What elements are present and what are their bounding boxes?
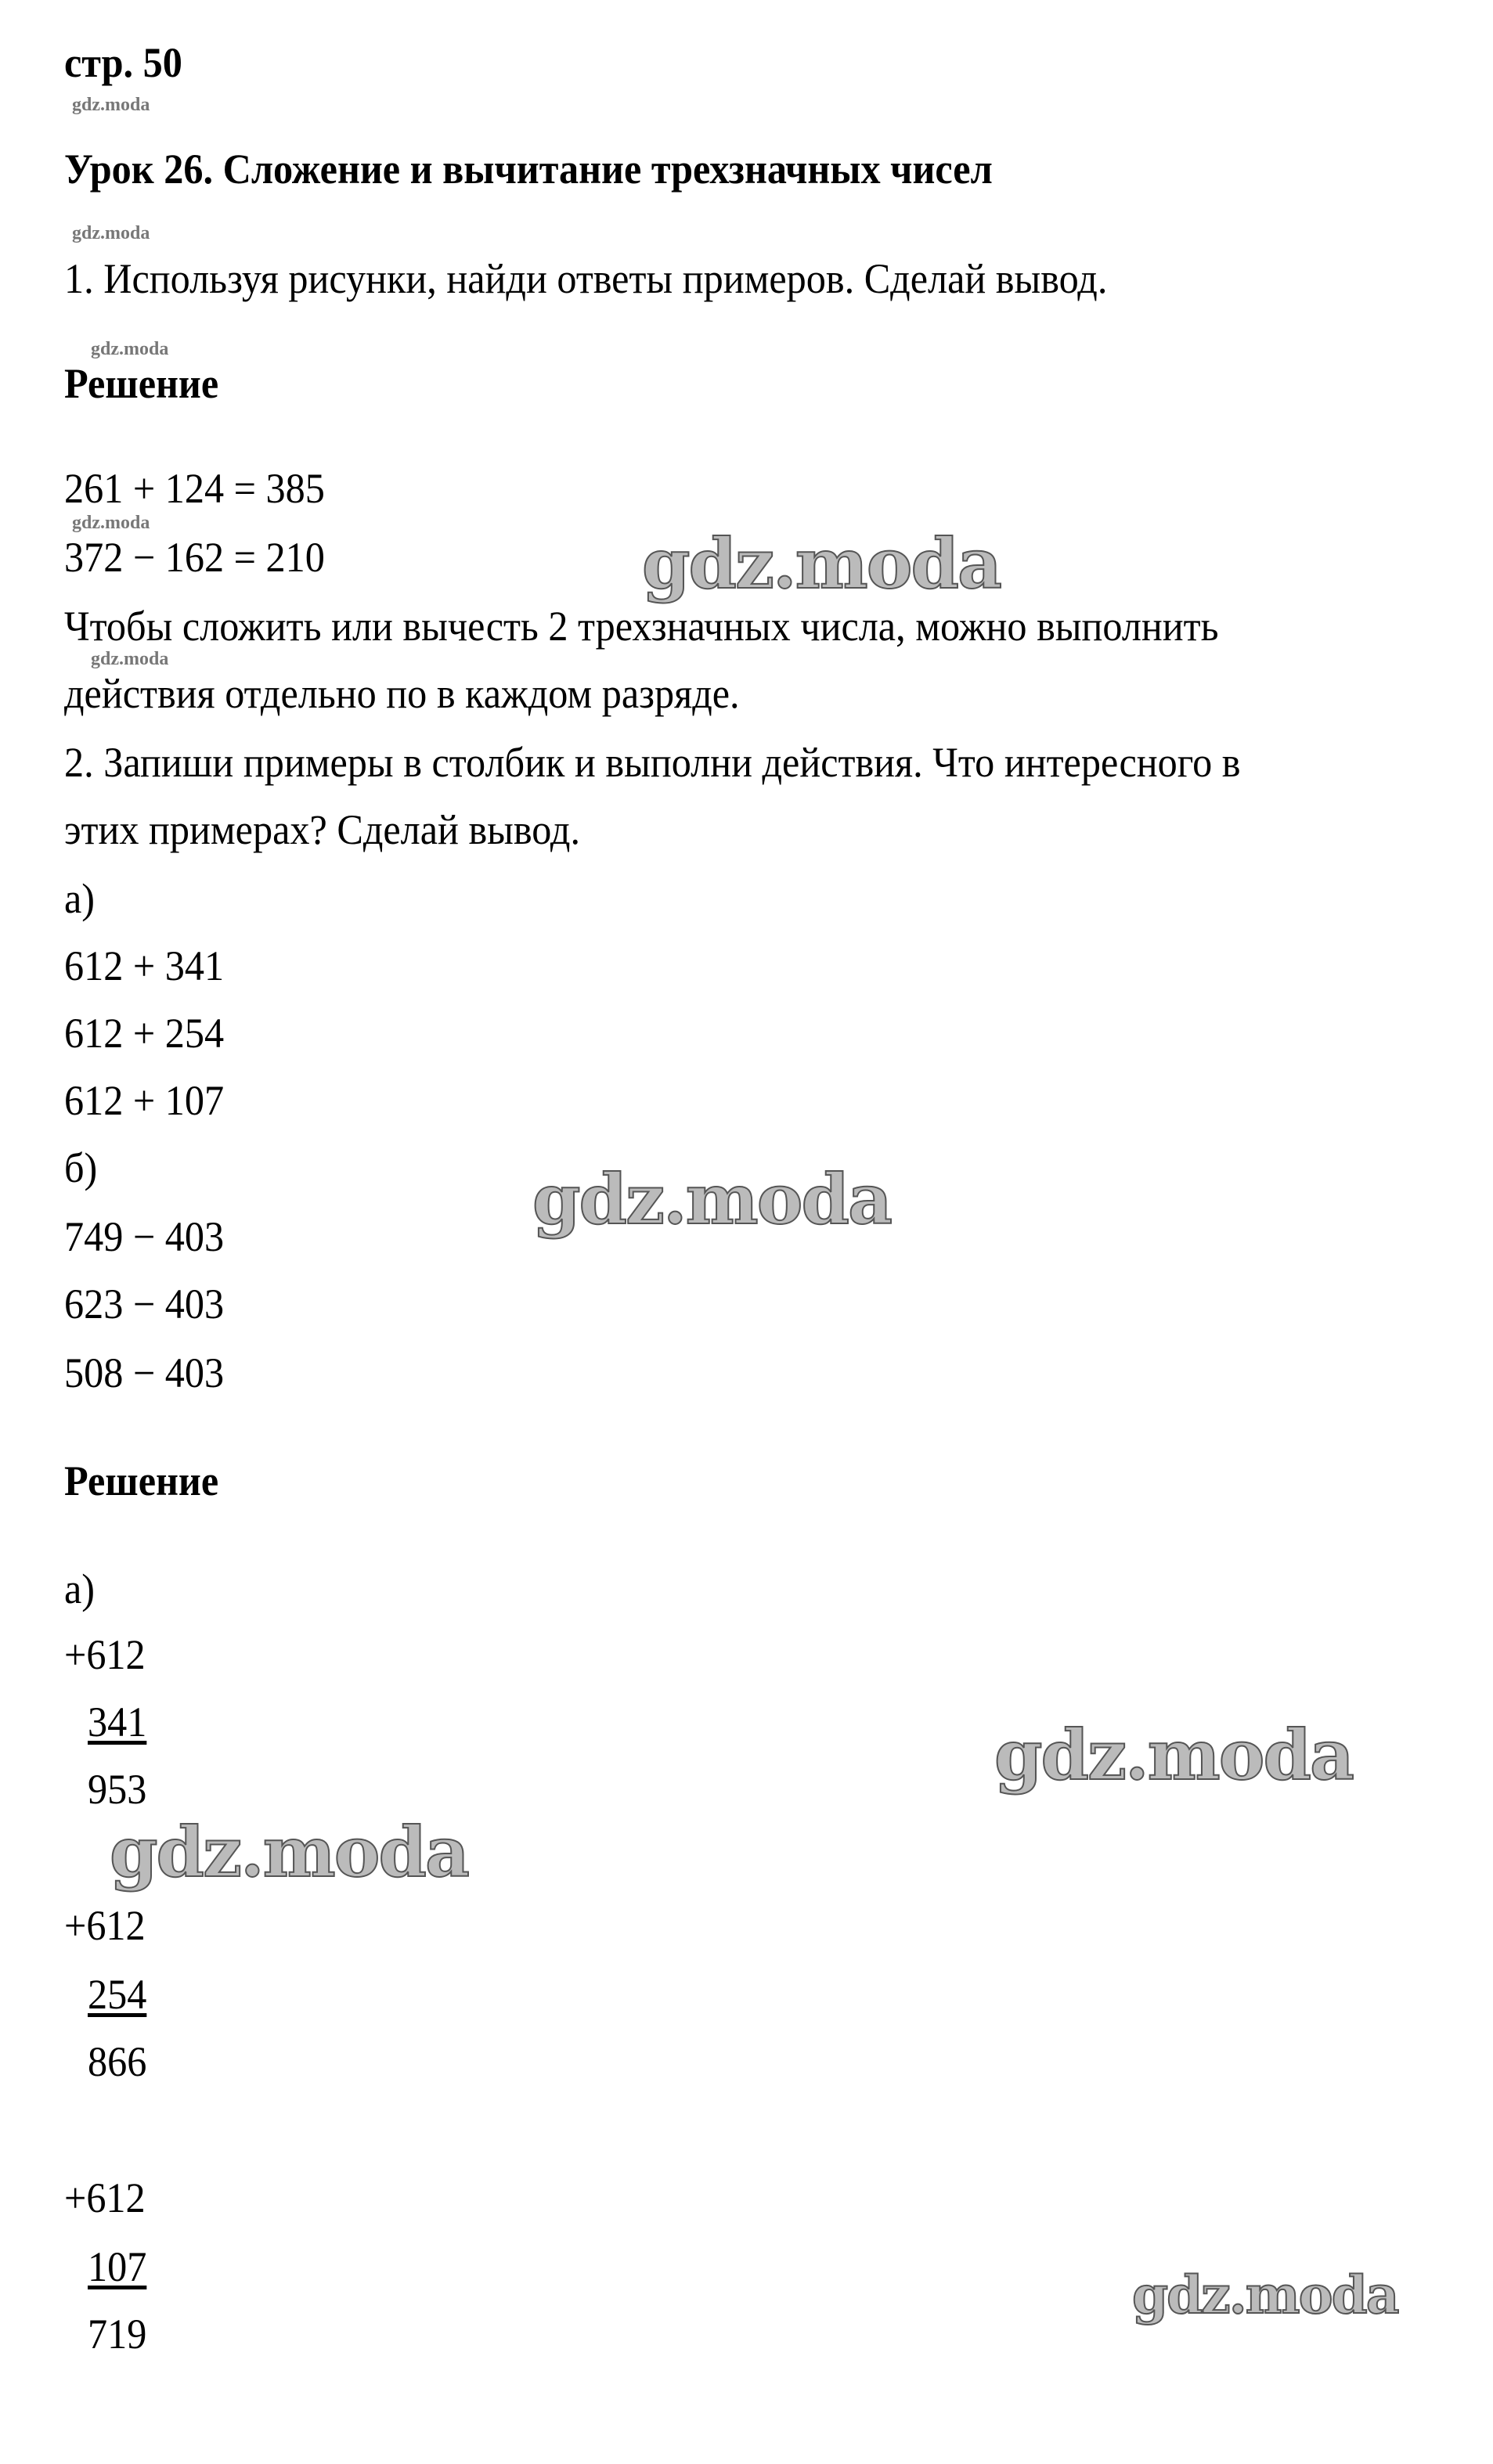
watermark-small: gdz.moda — [72, 95, 150, 115]
equation: 261 + 124 = 385 — [64, 465, 325, 512]
equation: 372 − 162 = 210 — [64, 534, 325, 581]
column-result: 953 — [88, 1766, 147, 1813]
part-label: б) — [64, 1144, 98, 1191]
solution-heading: Решение — [64, 360, 219, 407]
watermark-small: gdz.moda — [91, 339, 169, 359]
watermark: gdz.moda — [642, 523, 1001, 604]
column-result: 719 — [88, 2311, 147, 2358]
part-label: а) — [64, 1565, 96, 1612]
watermark: gdz.moda — [532, 1158, 892, 1240]
column-second: 341 — [88, 1699, 147, 1745]
example: 749 − 403 — [64, 1213, 225, 1260]
solution-heading: Решение — [64, 1457, 219, 1504]
conclusion-line: Чтобы сложить или вычесть 2 трехзначных числа, можно выполнить — [64, 603, 1219, 650]
conclusion-line: действия отдельно по в каждом разряде. — [64, 670, 740, 717]
example: 612 + 107 — [64, 1077, 225, 1124]
column-top: +612 — [64, 2174, 146, 2221]
column-top: +612 — [64, 1631, 146, 1678]
column-second: 254 — [88, 1971, 147, 2018]
task2-question: этих примерах? Сделай вывод. — [64, 806, 581, 853]
column-second: 107 — [88, 2243, 147, 2290]
watermark: gdz.moda — [1132, 2264, 1398, 2325]
task1-question: 1. Используя рисунки, найди ответы примеров. Сделай вывод. — [64, 255, 1108, 302]
example: 612 + 341 — [64, 942, 225, 989]
example: 612 + 254 — [64, 1010, 225, 1057]
watermark-small: gdz.moda — [72, 513, 150, 533]
watermark: gdz.moda — [110, 1811, 469, 1893]
task2-question: 2. Запиши примеры в столбик и выполни действия. Что интересного в — [64, 739, 1241, 786]
column-result: 866 — [88, 2038, 147, 2085]
watermark-small: gdz.moda — [72, 223, 150, 243]
page-label: стр. 50 — [64, 39, 182, 86]
watermark-small: gdz.moda — [91, 649, 169, 669]
example: 623 − 403 — [64, 1281, 225, 1327]
lesson-title: Урок 26. Сложение и вычитание трехзначных чисел — [64, 146, 993, 193]
part-label: а) — [64, 875, 96, 922]
example: 508 − 403 — [64, 1349, 225, 1396]
watermark: gdz.moda — [994, 1714, 1354, 1796]
column-top: +612 — [64, 1902, 146, 1949]
